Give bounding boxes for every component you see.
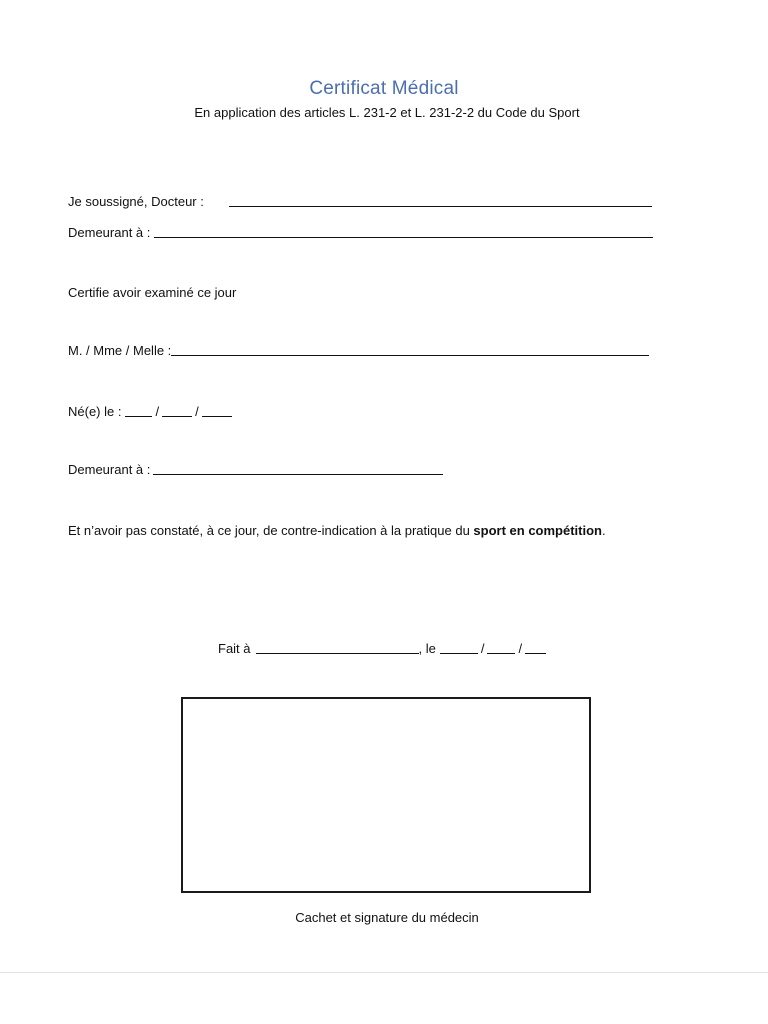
statement-text: [68, 523, 606, 538]
document-title: Certificat Médical: [309, 78, 459, 99]
date-day-field[interactable]: [440, 641, 478, 654]
doctor-label: Je soussigné, Docteur :: [68, 194, 204, 209]
patient-row: [68, 343, 649, 358]
patient-address-field[interactable]: [153, 462, 443, 475]
signature-stamp-box[interactable]: [181, 697, 591, 893]
place-label: Fait à: [218, 641, 251, 656]
statement-prefix: Et n’avoir pas constaté, à ce jour, de contre-indication à la pratique du: [68, 523, 474, 538]
certify-text: Certifie avoir examiné ce jour: [68, 285, 237, 300]
page-bottom-divider: [0, 972, 768, 973]
doctor-name-field[interactable]: [229, 194, 652, 207]
place-date-row: [218, 641, 546, 656]
certify-row: [68, 285, 236, 300]
date-label: , le: [418, 641, 436, 656]
doctor-address-label: Demeurant à :: [68, 225, 151, 240]
statement-bold: sport en compétition: [473, 523, 602, 538]
patient-address-row: [68, 462, 443, 477]
doctor-address-row: [68, 225, 653, 240]
birth-separator-2: /: [195, 404, 199, 419]
patient-name-field[interactable]: [171, 343, 649, 356]
date-month-field[interactable]: [487, 641, 515, 654]
birthdate-row: [68, 404, 232, 419]
date-year-field[interactable]: [525, 641, 546, 654]
place-field[interactable]: [256, 641, 419, 654]
doctor-address-field[interactable]: [154, 225, 653, 238]
birth-year-field[interactable]: [202, 404, 232, 417]
date-separator-1: /: [480, 641, 485, 656]
patient-address-label: Demeurant à :: [68, 462, 151, 477]
birth-label: Né(e) le :: [68, 404, 122, 419]
document-subtitle: En application des articles L. 231-2 et L. 231-2-2 du Code du Sport: [194, 105, 580, 120]
birth-day-field[interactable]: [125, 404, 152, 417]
signature-caption: Cachet et signature du médecin: [295, 910, 479, 925]
patient-label: M. / Mme / Melle :: [68, 343, 172, 358]
birth-month-field[interactable]: [162, 404, 192, 417]
statement-suffix: .: [601, 523, 606, 538]
statement-row: [68, 523, 606, 538]
date-separator-2: /: [518, 641, 523, 656]
doctor-row: [68, 194, 652, 209]
birth-separator-1: /: [155, 404, 160, 419]
